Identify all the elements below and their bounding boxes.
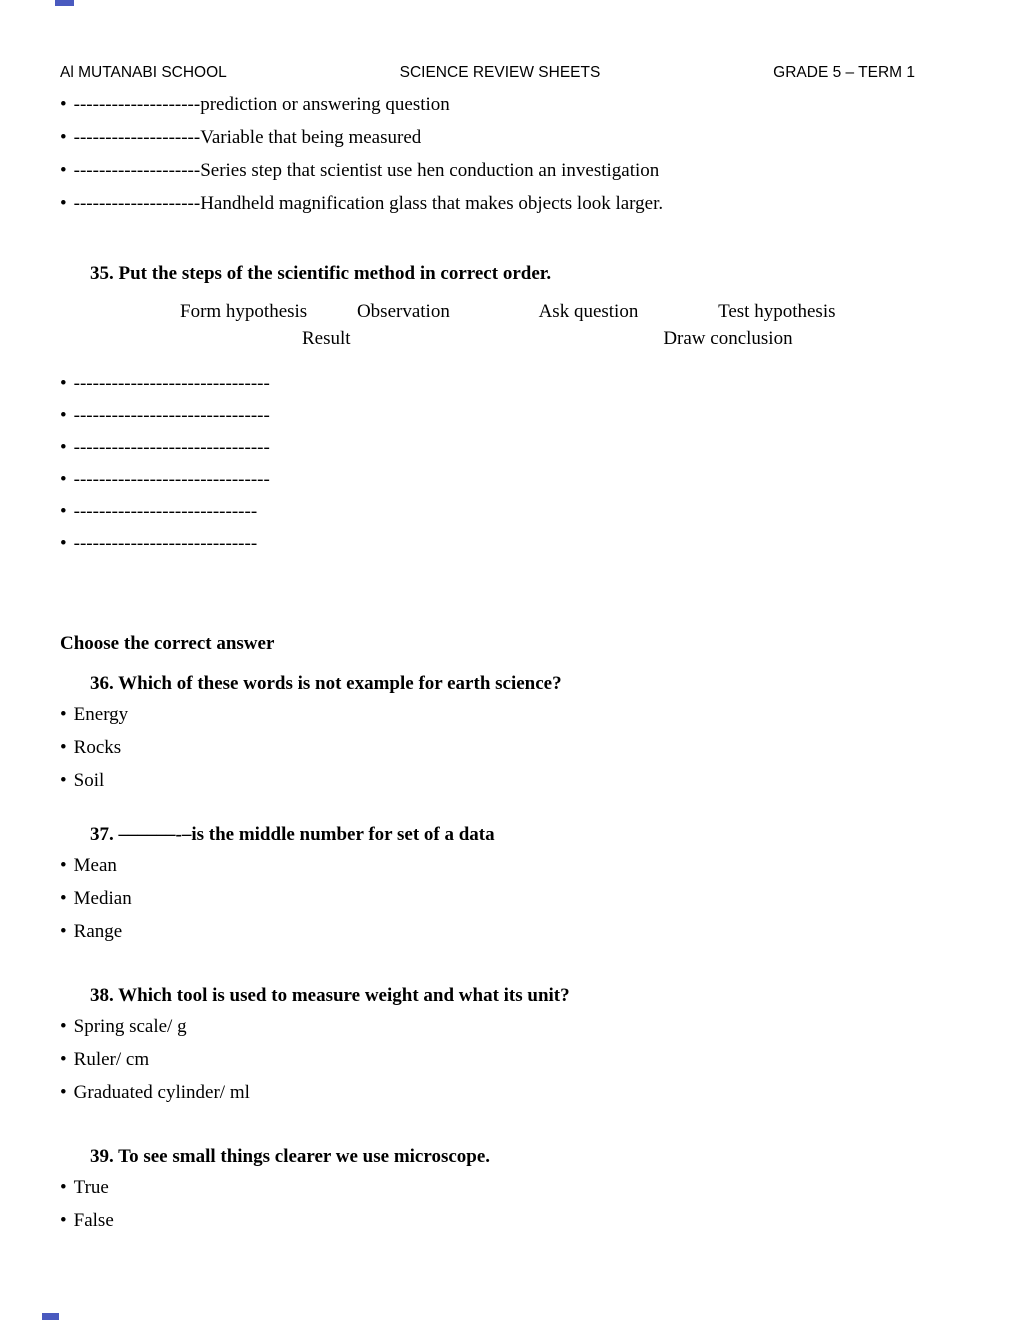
question-38-options bbox=[60, 1010, 960, 1109]
header-school: Al MUTANABI SCHOOL bbox=[60, 64, 227, 81]
bullet-icon: • bbox=[60, 1177, 67, 1198]
blank-dashes: ----------------------------- bbox=[73, 533, 258, 554]
bullet-icon: • bbox=[60, 921, 67, 942]
bullet-icon: • bbox=[60, 193, 67, 214]
bullet-icon: • bbox=[60, 160, 67, 181]
question-39-title: 39. To see small things clearer we use microscope. bbox=[90, 1146, 491, 1167]
blank-dashes: ----------------------------- bbox=[73, 501, 258, 522]
option-range bbox=[60, 915, 960, 948]
option-label: Energy bbox=[73, 704, 129, 725]
word-bank-row-2 bbox=[60, 325, 960, 352]
intro-item-text: --------------------Series step that scientist use hen conduction an investigation bbox=[73, 160, 660, 181]
blank-dashes: ------------------------------- bbox=[73, 405, 270, 426]
blank-dashes: ------------------------------- bbox=[73, 373, 270, 394]
bullet-icon: • bbox=[60, 405, 67, 426]
bullet-icon: • bbox=[60, 533, 67, 554]
option-label: Mean bbox=[73, 855, 117, 876]
option-label: True bbox=[73, 1177, 109, 1198]
question-35-title: 35. Put the steps of the scientific method in correct order. bbox=[90, 263, 552, 284]
option-rocks bbox=[60, 731, 960, 764]
bullet-icon: • bbox=[60, 1082, 67, 1103]
blank-dashes: ------------------------------- bbox=[73, 469, 270, 490]
answer-blank-line bbox=[60, 368, 960, 400]
bullet-icon: • bbox=[60, 770, 67, 791]
option-label: Ruler/ cm bbox=[73, 1049, 150, 1070]
question-36-options bbox=[60, 698, 960, 797]
word-bank-item: Draw conclusion bbox=[663, 328, 793, 349]
scan-artifact-bottom bbox=[42, 1313, 59, 1320]
intro-bullet-item bbox=[60, 187, 960, 220]
bullet-icon: • bbox=[60, 437, 67, 458]
bullet-icon: • bbox=[60, 469, 67, 490]
header-title: SCIENCE REVIEW SHEETS bbox=[399, 64, 601, 81]
word-bank-item: Observation bbox=[356, 301, 450, 322]
bullet-icon: • bbox=[60, 737, 67, 758]
bullet-icon: • bbox=[60, 855, 67, 876]
intro-item-text: --------------------prediction or answering question bbox=[73, 94, 450, 115]
intro-bullet-item bbox=[60, 154, 960, 187]
option-label: Rocks bbox=[73, 737, 122, 758]
answer-blank-line bbox=[60, 464, 960, 496]
answer-blank-line bbox=[60, 528, 960, 560]
option-energy bbox=[60, 698, 960, 731]
word-bank-item: Test hypothesis bbox=[718, 301, 836, 322]
word-bank-item: Result bbox=[302, 328, 351, 349]
option-ruler bbox=[60, 1043, 960, 1076]
option-mean bbox=[60, 849, 960, 882]
option-soil bbox=[60, 764, 960, 797]
header-grade: GRADE 5 – TERM 1 bbox=[773, 64, 915, 81]
bullet-icon: • bbox=[60, 704, 67, 725]
answer-blank-line bbox=[60, 496, 960, 528]
answer-blank-list bbox=[60, 368, 960, 560]
option-label: Median bbox=[73, 888, 132, 909]
intro-bullet-list bbox=[60, 88, 960, 220]
option-false bbox=[60, 1204, 960, 1237]
option-label: Spring scale/ g bbox=[73, 1016, 187, 1037]
bullet-icon: • bbox=[60, 501, 67, 522]
document-header bbox=[60, 64, 960, 82]
blank-dashes: ------------------------------- bbox=[73, 437, 270, 458]
intro-bullet-item bbox=[60, 121, 960, 154]
intro-bullet-item bbox=[60, 88, 960, 121]
option-spring-scale bbox=[60, 1010, 960, 1043]
option-true bbox=[60, 1171, 960, 1204]
question-38-title: 38. Which tool is used to measure weight and what its unit? bbox=[90, 985, 570, 1006]
bullet-icon: • bbox=[60, 127, 67, 148]
option-graduated-cylinder bbox=[60, 1076, 960, 1109]
option-label: False bbox=[73, 1210, 114, 1231]
section-heading-choose: Choose the correct answer bbox=[60, 633, 275, 654]
bullet-icon: • bbox=[60, 94, 67, 115]
bullet-icon: • bbox=[60, 888, 67, 909]
option-label: Soil bbox=[73, 770, 105, 791]
scan-artifact-top bbox=[55, 0, 74, 6]
bullet-icon: • bbox=[60, 1049, 67, 1070]
word-bank-row-1 bbox=[60, 298, 960, 325]
answer-blank-line bbox=[60, 432, 960, 464]
answer-blank-line bbox=[60, 400, 960, 432]
question-37-title: 37. ––––––-–is the middle number for set of a data bbox=[90, 824, 495, 845]
intro-item-text: --------------------Handheld magnification glass that makes objects look larger. bbox=[73, 193, 664, 214]
option-label: Range bbox=[73, 921, 123, 942]
word-bank-item: Form hypothesis bbox=[180, 301, 308, 322]
bullet-icon: • bbox=[60, 373, 67, 394]
option-label: Graduated cylinder/ ml bbox=[73, 1082, 250, 1103]
word-bank-item: Ask question bbox=[538, 301, 639, 322]
intro-item-text: --------------------Variable that being measured bbox=[73, 127, 422, 148]
bullet-icon: • bbox=[60, 1016, 67, 1037]
question-36-title: 36. Which of these words is not example for earth science? bbox=[90, 673, 562, 694]
bullet-icon: • bbox=[60, 1210, 67, 1231]
option-median bbox=[60, 882, 960, 915]
question-39-options bbox=[60, 1171, 960, 1237]
question-37-options bbox=[60, 849, 960, 948]
